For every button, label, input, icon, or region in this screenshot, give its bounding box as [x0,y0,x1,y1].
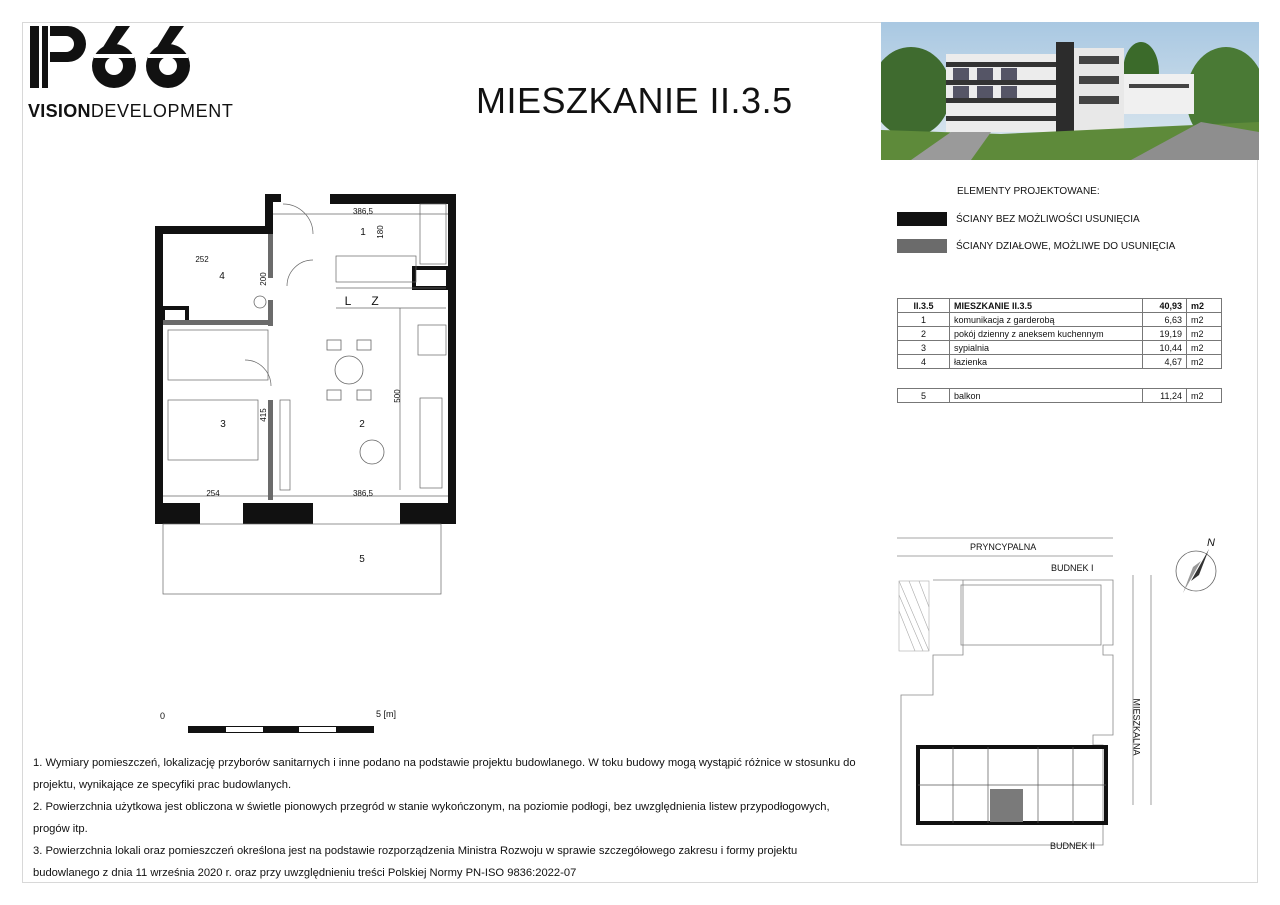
notes [33,752,863,884]
room-label-3: 3 [220,419,226,430]
room-label-4: 4 [219,271,225,282]
legend-label: ŚCIANY BEZ MOŻLIWOŚCI USUNIĘCIA [956,213,1140,225]
table-row: 1 komunikacja z garderobą 6,63 m2 [898,313,1222,327]
apartment-location-marker [990,789,1023,822]
table-row: 2 pokój dzienny z aneksem kuchennym 19,19 m2 [898,327,1222,341]
room-label-5: 5 [359,554,365,565]
scale-start-label: 0 [160,711,166,721]
dim-label: 200 [259,272,268,286]
legend-label: ŚCIANY DZIAŁOWE, MOŻLIWE DO USUNIĘCIA [956,240,1176,252]
building-render-image [881,22,1259,160]
bearing-wall [155,226,273,234]
table-row: 3 sypialnia 10,44 m2 [898,341,1222,355]
building-label-1: BUDNEK I [1051,563,1094,573]
street-label-right: MIESZKALNA [1131,698,1142,756]
bearing-wall [448,194,456,524]
dim-label: 386,5 [352,489,374,498]
dim-label: 252 [195,255,209,264]
dim-label: 500 [393,389,402,403]
table-header-row: II.3.5 MIESZKANIE II.3.5 40,93 m2 [898,299,1222,313]
north-arrow-label: N [1207,537,1215,549]
legend-heading: ELEMENTY PROJEKTOWANE: [957,186,1100,197]
street-label-top: PRYNCYPALNA [970,542,1037,552]
bearing-wall [155,503,200,524]
note-item: 1. Wymiary pomieszczeń, lokalizację przyborów sanitarnych i inne podano na podstawie projektu budowlanego. W toku budowy mogą wystąpić różnice w stosunku do projektu, wynikające ze specyfiki prac budowlanych. [33,757,856,791]
scale-bar [188,726,374,733]
table-row: 4 łazienka 4,67 m2 [898,355,1222,369]
dim-label: 180 [376,225,385,239]
bearing-wall [400,503,456,524]
legend-item-partition-walls [897,239,1175,253]
dim-label: 254 [206,489,220,498]
legend-item-bearing-walls [897,212,1140,226]
floor-plan [150,190,460,600]
site-plan [893,535,1223,860]
bearing-wall [243,503,313,524]
note-item: 2. Powierzchnia użytkowa jest obliczona w świetle pionowych przegród w stanie wykończonym, na poziomie podłogi, bez uwzględnienia listew przypodłogowych, progów itp. [33,801,830,835]
dim-label: 415 [259,408,268,422]
room-label-2: 2 [359,419,365,430]
room-label-1: 1 [360,227,366,238]
fridge-label-l: L [344,294,352,308]
building-label-2: BUDNEK II [1050,841,1096,851]
fridge-label-z: Z [371,294,379,308]
page-title: MIESZKANIE II.3.5 [476,80,793,121]
bearing-wall [265,194,281,202]
bearing-wall [155,226,163,524]
legend-swatch [897,239,947,253]
p66-logo-mark [28,24,203,92]
legend-swatch [897,212,947,226]
scale-end-label: 5 [m] [376,709,397,719]
dim-label: 386,5 [352,207,374,216]
table-row: 5 balkon 11,24 m2 [898,389,1222,403]
bearing-wall [330,194,456,204]
area-table [897,298,1222,369]
balcony-table [897,388,1222,403]
brand-logo [28,24,234,124]
brand-name: VISIONDEVELOPMENT [28,101,234,121]
note-item: 3. Powierzchnia lokali oraz pomieszczeń określona jest na podstawie rozporządzenia Ministra Rozwoju w sprawie szczegółowego zakresu i formy projektu budowlanego z dnia 11 września 2020 r. oraz przy uwzględnieniu treści Polskiej Normy PN-ISO 9836:2022-07 [33,845,798,879]
